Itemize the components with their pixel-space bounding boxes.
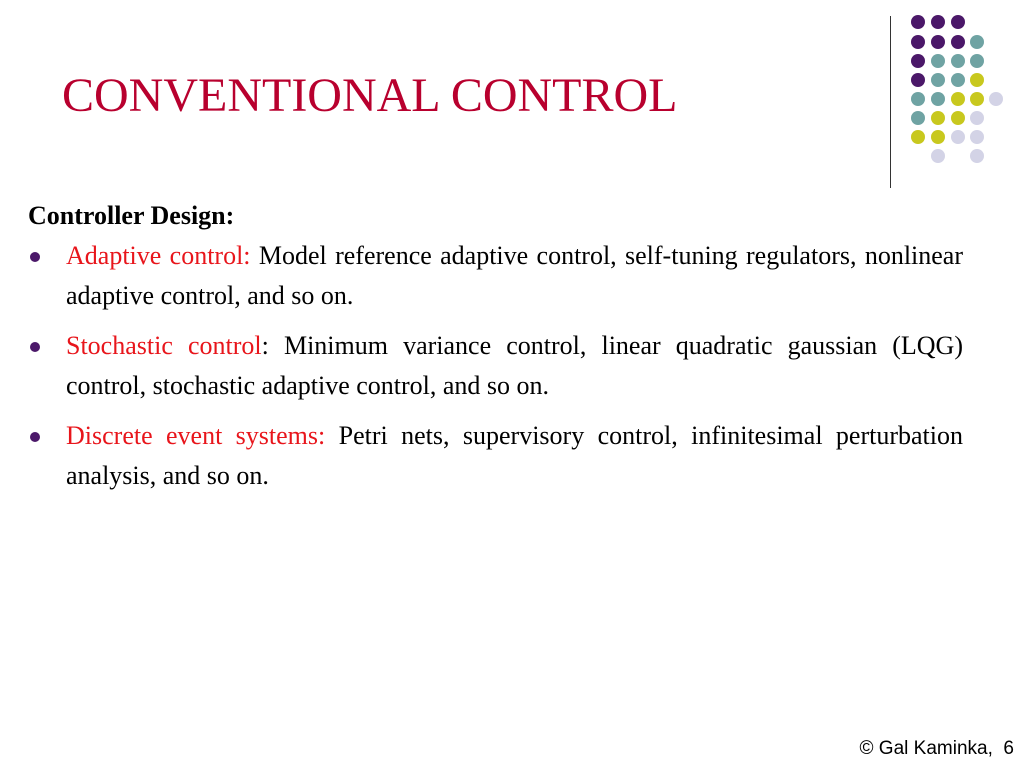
bullet-text: : Minimum variance control, linear quadratic gaussian (LQG) control, stochastic adaptive control, and so on.	[66, 331, 963, 400]
decorative-dot	[931, 73, 945, 87]
bullet-list	[28, 236, 963, 496]
decorative-dot	[931, 130, 945, 144]
page-number: 6	[1003, 738, 1014, 759]
decorative-dot	[911, 54, 925, 68]
decorative-dot	[951, 54, 965, 68]
footer-copyright: © Gal Kaminka,	[859, 738, 993, 759]
bullet-dot-icon	[30, 252, 40, 262]
vertical-divider-line	[890, 16, 891, 188]
bullet-item-stochastic-control	[28, 326, 963, 406]
decorative-dot	[931, 15, 945, 29]
decorative-dot	[931, 149, 945, 163]
bullet-text: Petri nets, supervisory control, infinitesimal perturbation analysis, and so on.	[66, 421, 963, 490]
decorative-dot	[951, 15, 965, 29]
decorative-dot	[970, 92, 984, 106]
decorative-dot	[951, 73, 965, 87]
decorative-dot	[970, 73, 984, 87]
decorative-dot	[970, 111, 984, 125]
decorative-dot	[951, 35, 965, 49]
decorative-dot	[970, 149, 984, 163]
subheading: Controller Design:	[28, 201, 235, 230]
decorative-dot	[970, 54, 984, 68]
decorative-dot	[951, 111, 965, 125]
decorative-dot	[970, 130, 984, 144]
footer	[860, 738, 1014, 760]
bullet-dot-icon	[30, 432, 40, 442]
decorative-dot	[911, 73, 925, 87]
slide-body	[28, 196, 963, 506]
decorative-dot	[951, 92, 965, 106]
bullet-term: Discrete event systems:	[66, 421, 326, 450]
decorative-dot	[911, 92, 925, 106]
decorative-dot	[911, 35, 925, 49]
decorative-dot	[970, 35, 984, 49]
bullet-term: Adaptive control:	[66, 241, 251, 270]
decorative-dot	[931, 35, 945, 49]
decorative-dot	[931, 111, 945, 125]
slide-title: CONVENTIONAL CONTROL	[62, 69, 678, 122]
bullet-text: Model reference adaptive control, self-tuning regulators, nonlinear adaptive control, and so on.	[66, 241, 963, 310]
decorative-dot	[911, 15, 925, 29]
bullet-term: Stochastic control	[66, 331, 262, 360]
decorative-dot	[911, 111, 925, 125]
bullet-item-discrete-event-systems	[28, 416, 963, 496]
decorative-dot	[989, 92, 1003, 106]
bullet-item-adaptive-control	[28, 236, 963, 316]
bullet-dot-icon	[30, 342, 40, 352]
decorative-dot	[931, 92, 945, 106]
decorative-dot	[911, 130, 925, 144]
decorative-dot	[931, 54, 945, 68]
decorative-dot	[951, 130, 965, 144]
